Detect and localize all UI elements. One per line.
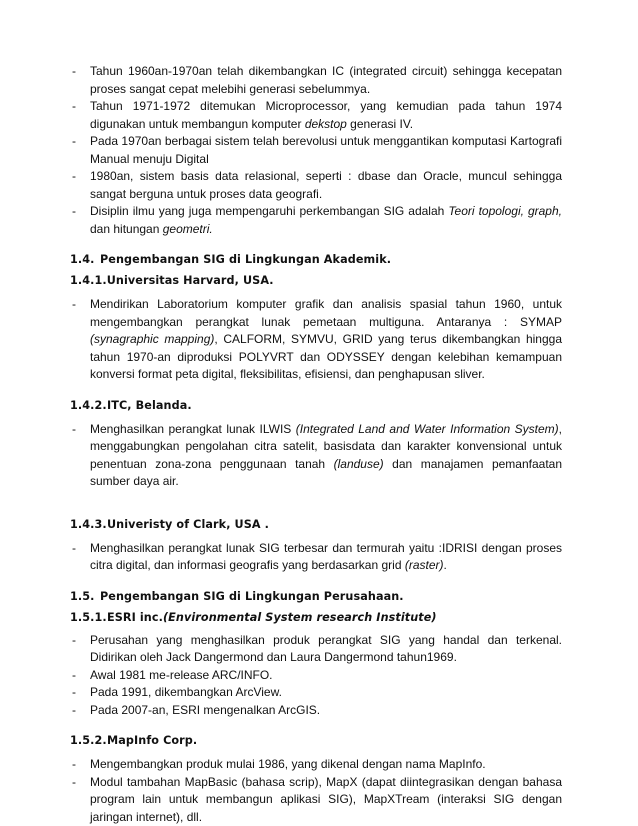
list-item: - Pada 2007-an, ESRI mengenalkan ArcGIS.	[70, 702, 562, 720]
section-heading-1-5-1: 1.5.1. ESRI inc. (Environmental System research Institute)	[70, 610, 437, 624]
section-heading-1-5: 1.5. Pengembangan SIG di Lingkungan Perusahaan.	[70, 589, 404, 603]
list-item: - Mengembangkan produk mulai 1986, yang dikenal dengan nama MapInfo.	[70, 756, 562, 774]
list-item: - Tahun 1971-1972 ditemukan Microprocessor, yang kemudian pada tahun 1974 digunakan untuk membangun komputer dekstop generasi IV.	[70, 98, 562, 133]
section-heading-1-4: 1.4. Pengembangan SIG di Lingkungan Akademik.	[70, 253, 392, 266]
list-item: - Tahun 1960an-1970an telah dikembangkan IC (integrated circuit) sehingga kecepatan proses sangat cepat melebihi generasi sebelummya.	[70, 63, 562, 98]
document-page	[70, 63, 562, 826]
section-heading-1-4-1: 1.4.1. Universitas Harvard, USA.	[70, 274, 274, 287]
section-heading-1-5-2: 1.5.2. MapInfo Corp.	[70, 734, 198, 747]
list-item: - Menghasilkan perangkat lunak SIG terbesar dan termurah yaitu :IDRISI dengan proses citra digital, dan informasi geografis yang berdasarkan grid (raster).	[70, 540, 562, 575]
section-heading-1-4-3: 1.4.3. Univeristy of Clark, USA .	[70, 517, 269, 531]
list-item: - Awal 1981 me-release ARC/INFO.	[70, 667, 562, 685]
list-item: - Disiplin ilmu yang juga mempengaruhi perkembangan SIG adalah Teori topologi, graph, dan hitungan geometri.	[70, 203, 562, 238]
list-item: - Modul tambahan MapBasic (bahasa scrip), MapX (dapat diintegrasikan dengan bahasa program lain untuk membangun aplikasi SIG), MapXTream (interaksi SIG dengan jaringan internet), dll.	[70, 774, 562, 826]
list-item: - Pada 1991, dikembangkan ArcView.	[70, 684, 562, 702]
section-heading-1-4-2: 1.4.2. ITC, Belanda.	[70, 398, 192, 412]
list-item: - 1980an, sistem basis data relasional, seperti : dbase dan Oracle, muncul sehingga sangat berguna untuk proses data geografi.	[70, 168, 562, 203]
list-item: - Menghasilkan perangkat lunak ILWIS (Integrated Land and Water Information System), menggabungkan pengolahan citra satelit, basisdata dan karakter konvensional untuk penentuan zona-zona penggunaan tanah (landuse) dan manajamen pemanfaatan sumber daya air.	[70, 421, 562, 491]
list-item: - Pada 1970an berbagai sistem telah berevolusi untuk menggantikan komputasi Kartografi Manual menuju Digital	[70, 133, 562, 168]
list-item: - Mendirikan Laboratorium komputer grafik dan analisis spasial tahun 1960, untuk mengembangkan perangkat lunak pemetaan multiguna. Antaranya : SYMAP (synagraphic mapping), CALFORM, SYMVU, GRID yang terus dikembangkan hingga tahun 1970-an diproduksi POLYVRT dan ODYSSEY dengan kelebihan kemampuan konversi format peta digital, fleksibilitas, efisiensi, dan penghapusan sliver.	[70, 296, 562, 384]
list-item: - Perusahan yang menghasilkan produk perangkat SIG yang handal dan terkenal. Didirikan oleh Jack Dangermond dan Laura Dangermond tahun1969.	[70, 632, 562, 667]
